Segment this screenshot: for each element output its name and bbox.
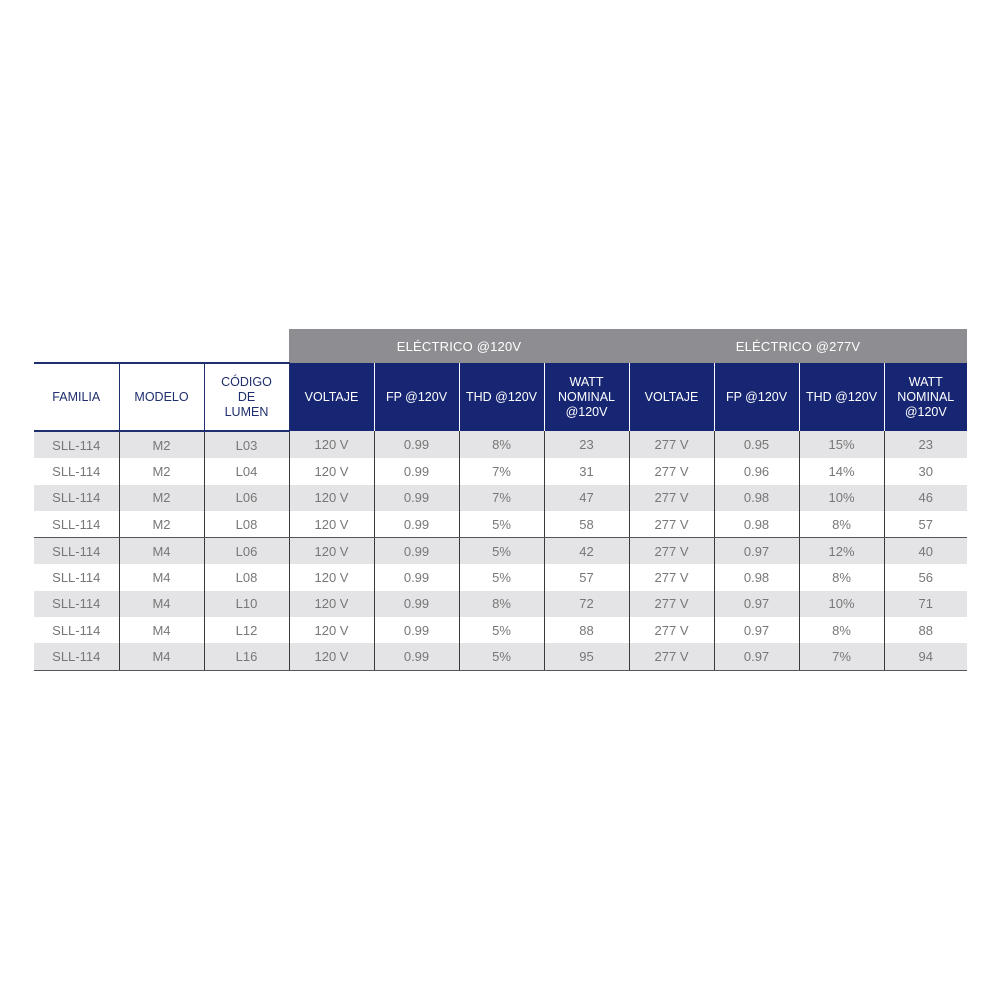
- table-row: [34, 617, 967, 643]
- cell-fp-277: 0.97: [714, 591, 799, 617]
- cell-thd-277: 8%: [799, 511, 884, 538]
- cell-familia: SLL-114: [34, 511, 119, 538]
- cell-thd-277: 15%: [799, 431, 884, 458]
- cell-voltaje-277: 277 V: [629, 431, 714, 458]
- cell-fp-120: 0.99: [374, 591, 459, 617]
- group-header-blank: [34, 329, 289, 363]
- cell-thd-120: 7%: [459, 458, 544, 484]
- cell-fp-120: 0.99: [374, 485, 459, 511]
- cell-voltaje-120: 120 V: [289, 458, 374, 484]
- cell-thd-277: 14%: [799, 458, 884, 484]
- cell-fp-277: 0.97: [714, 538, 799, 565]
- cell-watt-120: 42: [544, 538, 629, 565]
- table-row: [34, 511, 967, 538]
- cell-modelo: M4: [119, 538, 204, 565]
- cell-fp-277: 0.96: [714, 458, 799, 484]
- cell-voltaje-277: 277 V: [629, 458, 714, 484]
- col-header-modelo: MODELO: [119, 363, 204, 431]
- cell-thd-277: 10%: [799, 485, 884, 511]
- table-row: [34, 538, 967, 565]
- cell-thd-120: 7%: [459, 485, 544, 511]
- cell-voltaje-120: 120 V: [289, 591, 374, 617]
- cell-familia: SLL-114: [34, 458, 119, 484]
- cell-thd-277: 7%: [799, 643, 884, 670]
- cell-fp-120: 0.99: [374, 617, 459, 643]
- col-header-voltaje-277: VOLTAJE: [629, 363, 714, 431]
- cell-fp-120: 0.99: [374, 538, 459, 565]
- cell-voltaje-120: 120 V: [289, 617, 374, 643]
- cell-watt-120: 57: [544, 564, 629, 590]
- cell-thd-120: 5%: [459, 643, 544, 670]
- group-header-120v: ELÉCTRICO @120V: [289, 329, 629, 363]
- cell-fp-120: 0.99: [374, 564, 459, 590]
- cell-modelo: M2: [119, 458, 204, 484]
- cell-voltaje-277: 277 V: [629, 643, 714, 670]
- cell-thd-277: 8%: [799, 564, 884, 590]
- col-header-familia: FAMILIA: [34, 363, 119, 431]
- cell-codigo-lumen: L03: [204, 431, 289, 458]
- cell-watt-277: 71: [884, 591, 967, 617]
- cell-watt-120: 58: [544, 511, 629, 538]
- col-header-watt-120: WATT NOMINAL @120V: [544, 363, 629, 431]
- cell-familia: SLL-114: [34, 643, 119, 670]
- cell-fp-120: 0.99: [374, 511, 459, 538]
- cell-thd-277: 8%: [799, 617, 884, 643]
- cell-watt-120: 88: [544, 617, 629, 643]
- cell-codigo-lumen: L12: [204, 617, 289, 643]
- cell-watt-277: 30: [918, 463, 933, 479]
- cell-thd-120: 8%: [459, 591, 544, 617]
- cell-fp-277: 0.97: [714, 643, 799, 670]
- cell-familia: SLL-114: [34, 485, 119, 511]
- cell-familia: SLL-114: [34, 431, 119, 458]
- cell-watt-277: 46: [884, 485, 967, 511]
- cell-voltaje-120: 120 V: [289, 511, 374, 538]
- col-header-voltaje-120: VOLTAJE: [289, 363, 374, 431]
- cell-watt-120: 95: [544, 643, 629, 670]
- cell-voltaje-277: 277 V: [629, 617, 714, 643]
- cell-codigo-lumen: L08: [204, 564, 289, 590]
- cell-modelo: M2: [119, 485, 204, 511]
- cell-fp-277: 0.95: [714, 431, 799, 458]
- table-row: [34, 591, 967, 617]
- table-row: [34, 643, 967, 670]
- col-header-watt-277: WATT NOMINAL @120V: [884, 363, 967, 431]
- cell-thd-120: 8%: [459, 431, 544, 458]
- col-header-thd-120: THD @120V: [459, 363, 544, 431]
- col-header-fp-120: FP @120V: [374, 363, 459, 431]
- cell-fp-120: 0.99: [374, 458, 459, 484]
- cell-fp-277: 0.98: [714, 564, 799, 590]
- cell-fp-120: 0.99: [374, 643, 459, 670]
- cell-codigo-lumen: L08: [204, 511, 289, 538]
- cell-thd-120: 5%: [459, 538, 544, 565]
- cell-codigo-lumen: L16: [204, 643, 289, 670]
- group-header-row: [34, 329, 967, 363]
- cell-voltaje-277: 277 V: [629, 564, 714, 590]
- cell-modelo: M4: [119, 617, 204, 643]
- cell-codigo-lumen: L10: [204, 591, 289, 617]
- cell-watt-277: 88: [918, 622, 933, 638]
- electrical-spec-table: [34, 329, 967, 671]
- cell-thd-120: 5%: [459, 564, 544, 590]
- table-body: [34, 431, 967, 670]
- cell-watt-277: 56: [918, 570, 933, 586]
- table-row: [34, 564, 967, 590]
- cell-watt-120: 23: [544, 431, 629, 458]
- column-header-row: [34, 363, 967, 431]
- cell-thd-120: 5%: [459, 511, 544, 538]
- cell-modelo: M4: [119, 643, 204, 670]
- cell-voltaje-120: 120 V: [289, 564, 374, 590]
- cell-thd-277: 12%: [799, 538, 884, 565]
- cell-familia: SLL-114: [34, 591, 119, 617]
- cell-modelo: M4: [119, 591, 204, 617]
- group-header-277v: ELÉCTRICO @277V: [629, 329, 967, 363]
- cell-watt-120: 31: [544, 458, 629, 484]
- cell-familia: SLL-114: [34, 538, 119, 565]
- cell-codigo-lumen: L04: [204, 458, 289, 484]
- cell-watt-277: 40: [884, 538, 967, 565]
- cell-codigo-lumen: L06: [204, 485, 289, 511]
- col-header-thd-277: THD @120V: [799, 363, 884, 431]
- cell-watt-277: 94: [884, 643, 967, 670]
- cell-familia: SLL-114: [34, 617, 119, 643]
- table-row: [34, 458, 967, 484]
- cell-fp-277: 0.97: [714, 617, 799, 643]
- cell-fp-120: 0.99: [374, 431, 459, 458]
- cell-voltaje-277: 277 V: [629, 538, 714, 565]
- col-header-codigo-lumen: CÓDIGO DE LUMEN: [204, 363, 289, 431]
- cell-voltaje-120: 120 V: [289, 431, 374, 458]
- cell-voltaje-120: 120 V: [289, 485, 374, 511]
- cell-fp-277: 0.98: [714, 485, 799, 511]
- cell-voltaje-277: 277 V: [629, 485, 714, 511]
- cell-voltaje-277: 277 V: [629, 591, 714, 617]
- cell-voltaje-120: 120 V: [289, 538, 374, 565]
- table-row: [34, 431, 967, 458]
- cell-voltaje-277: 277 V: [629, 511, 714, 538]
- cell-voltaje-120: 120 V: [289, 643, 374, 670]
- cell-modelo: M2: [119, 431, 204, 458]
- cell-watt-277: 23: [884, 431, 967, 458]
- table-row: [34, 485, 967, 511]
- cell-codigo-lumen: L06: [204, 538, 289, 565]
- cell-fp-277: 0.98: [714, 511, 799, 538]
- cell-watt-120: 47: [544, 485, 629, 511]
- cell-modelo: M2: [119, 511, 204, 538]
- cell-modelo: M4: [119, 564, 204, 590]
- cell-thd-120: 5%: [459, 617, 544, 643]
- cell-familia: SLL-114: [34, 564, 119, 590]
- cell-watt-120: 72: [544, 591, 629, 617]
- cell-thd-277: 10%: [799, 591, 884, 617]
- cell-watt-277: 57: [884, 511, 967, 538]
- col-header-fp-277: FP @120V: [714, 363, 799, 431]
